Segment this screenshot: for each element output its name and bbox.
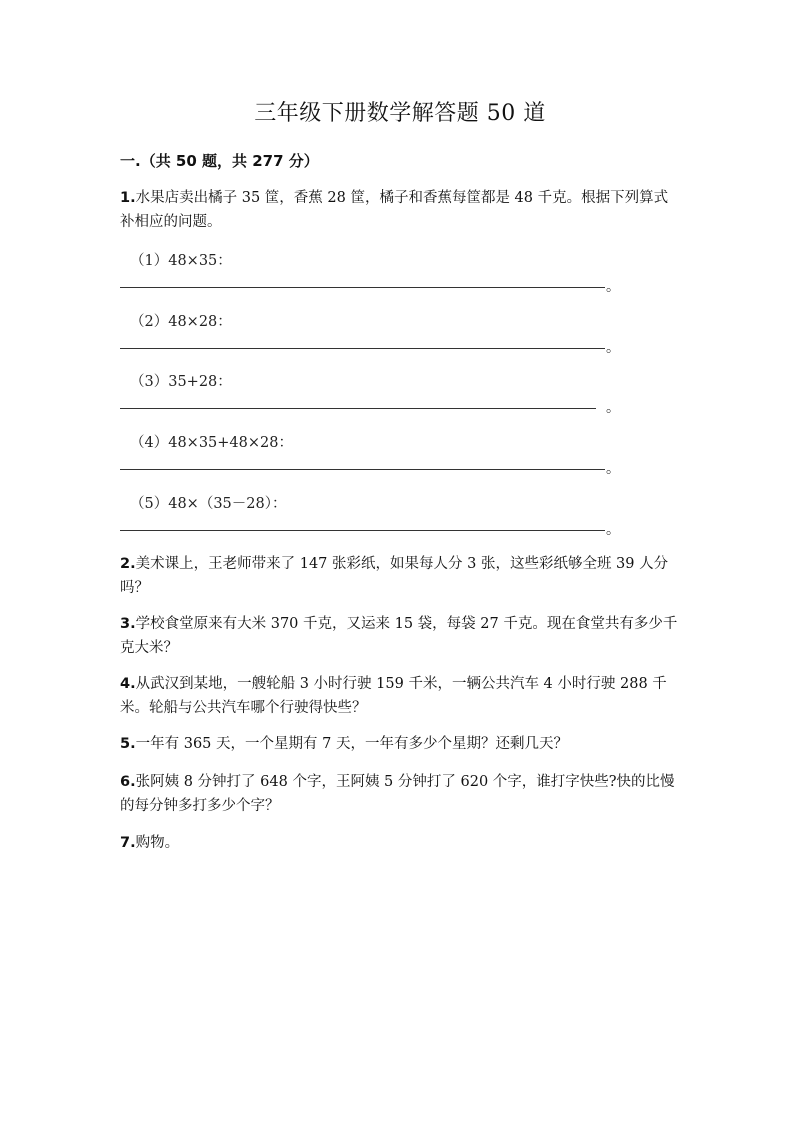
answer-period: 。 [606,522,620,538]
question-number: 3. [120,616,136,632]
question-number: 2. [120,556,136,572]
question-number: 4. [120,676,136,692]
question-text: 学校食堂原来有大米 370 千克，又运来 15 袋，每袋 27 千克。现在食堂共有多少千克大米？ [120,616,678,656]
question-number: 6. [120,774,136,790]
answer-line-5[interactable] [120,530,605,531]
question-text: 张阿姨 8 分钟打了 648 个字，王阿姨 5 分钟打了 620 个字，谁打字快些?快的比慢的每分钟多打多少个字？ [120,774,675,814]
question-5 [120,732,680,756]
question-3 [120,612,680,660]
question-text: 水果店卖出橘子 35 筐，香蕉 28 筐，橘子和香蕉每筐都是 48 千克。根据下列算式补相应的问题。 [120,190,669,230]
sub-question-3 [120,370,680,391]
question-text: 从武汉到某地，一艘轮船 3 小时行驶 159 千米，一辆公共汽车 4 小时行驶 288 千米。轮船与公共汽车哪个行驶得快些？ [120,676,667,716]
question-text: 一年有 365 天，一个星期有 7 天，一年有多少个星期？还剩几天？ [135,736,568,752]
question-number: 5. [120,736,136,752]
answer-line-2[interactable] [120,348,605,349]
question-1 [120,186,680,234]
sub-question-label: （5）48×（35－28）： [130,496,287,512]
sub-question-2 [120,310,680,331]
sub-question-1 [120,249,680,270]
page-title: 三年级下册数学解答题 50 道 [254,101,546,126]
question-2 [120,552,680,600]
sub-question-label: （4）48×35+48×28： [130,435,293,451]
question-4 [120,672,680,720]
answer-period: 。 [606,400,620,416]
question-text: 美术课上，王老师带来了 147 张彩纸，如果每人分 3 张，这些彩纸够全班 39 人分吗？ [120,556,669,596]
question-text: 购物。 [135,835,180,851]
answer-period: 。 [606,461,620,477]
answer-period: 。 [606,279,620,295]
question-number: 1. [120,190,136,206]
answer-line-3[interactable] [120,408,596,409]
sub-question-4 [120,431,680,452]
answer-period: 。 [606,340,620,356]
answer-line-4[interactable] [120,469,605,470]
question-6 [120,770,680,818]
question-number: 7. [120,835,136,851]
sub-question-label: （3）35+28： [130,374,232,390]
question-7 [120,831,680,855]
sub-question-label: （1）48×35： [130,253,232,269]
answer-line-1[interactable] [120,287,605,288]
sub-question-label: （2）48×28： [130,314,232,330]
sub-question-5 [120,492,680,513]
section-heading: 一.（共 50 题，共 277 分） [120,152,319,170]
